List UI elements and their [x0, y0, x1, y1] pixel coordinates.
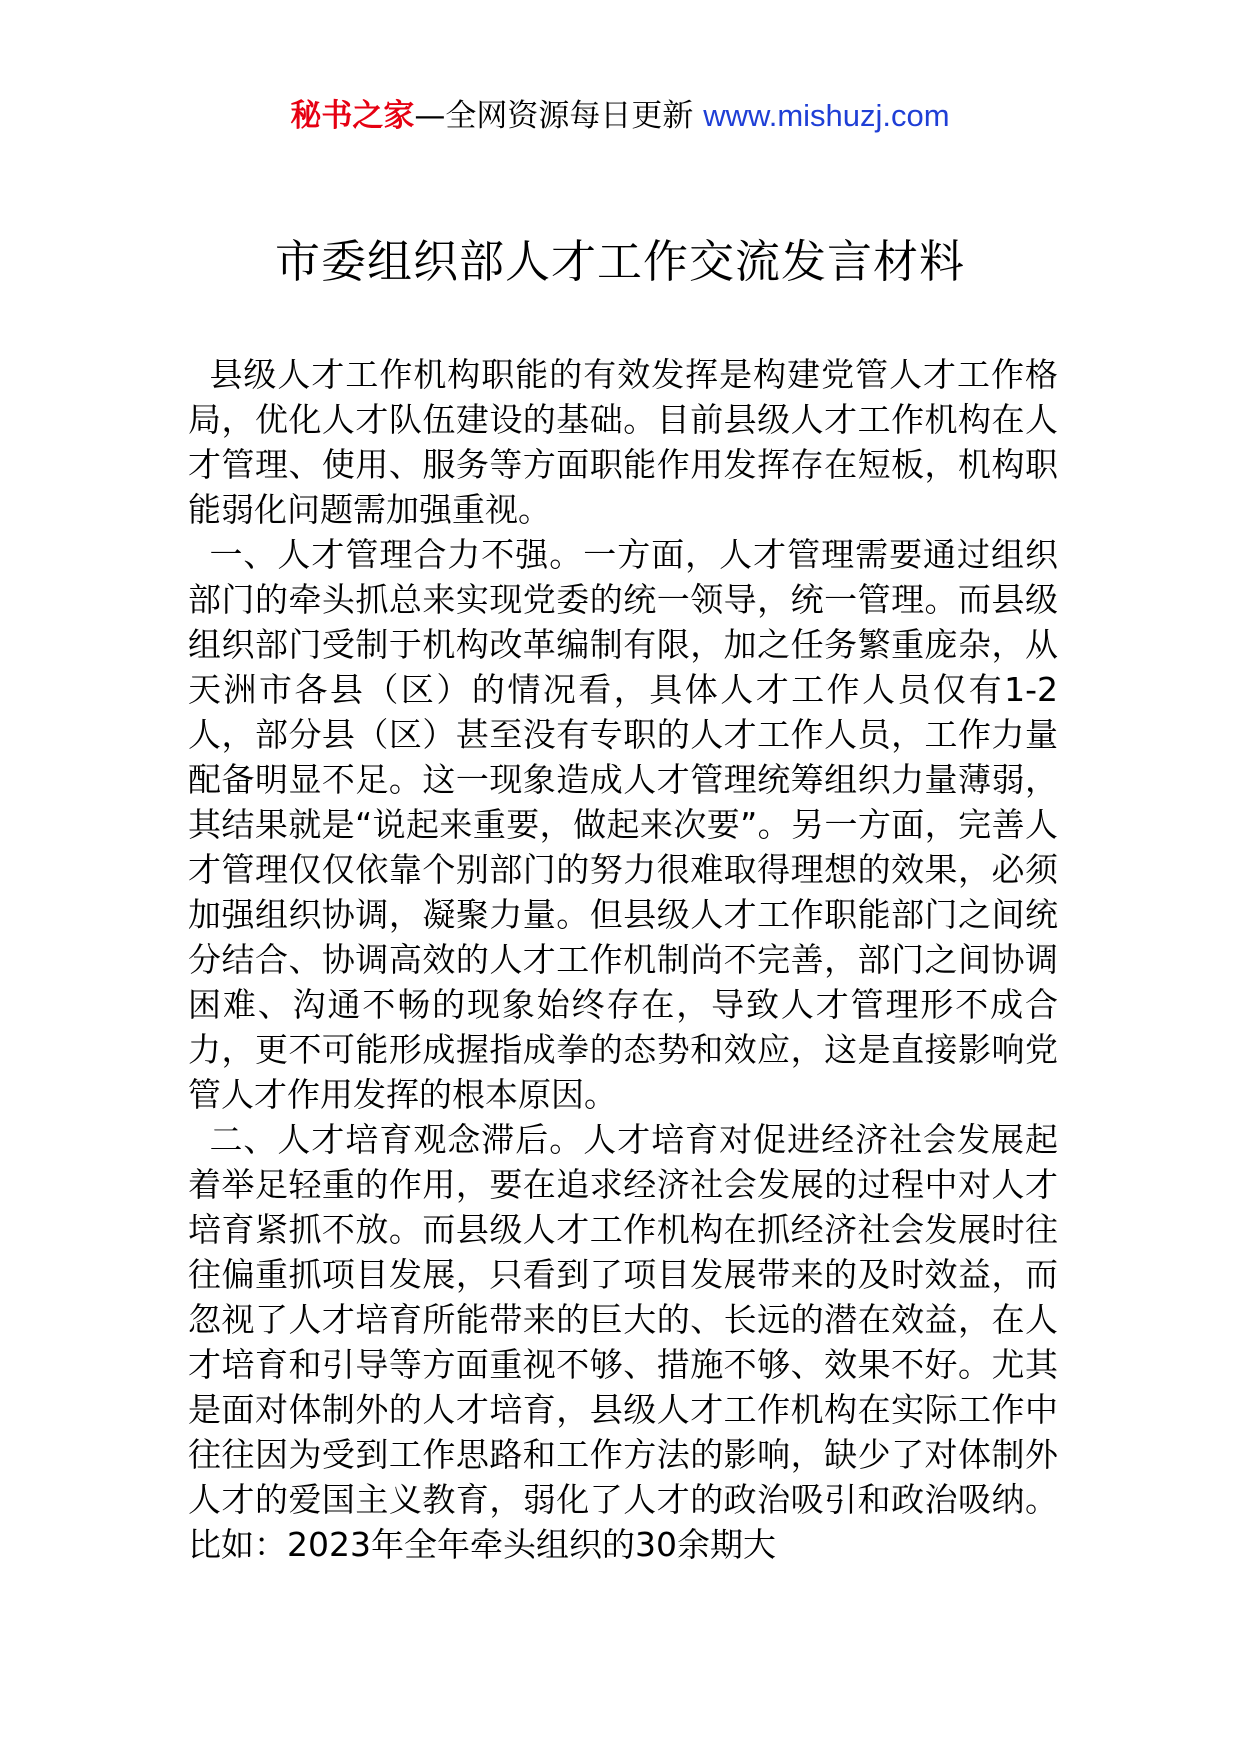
body-paragraph-section-1: 一、人才管理合力不强。一方面，人才管理需要通过组织部门的牵头抓总来实现党委的统一领导，统一管理。而县级组织部门受制于机构改革编制有限，加之任务繁重庞杂，从天洲市各县（区）的情况看，具体人才工作人员仅有1-2人，部分县（区）甚至没有专职的人才工作人员，工作力量配备明显不足。这一现象造成人才管理统筹组织力量薄弱，其结果就是“说起来重要，做起来次要”。另一方面，完善人才管理仅仅依靠个别部门的努力很难取得理想的效果，必须加强组织协调，凝聚力量。但县级人才工作职能部门之间统分结合、协调高效的人才工作机制尚不完善，部门之间协调困难、沟通不畅的现象始终存在，导致人才管理形不成合力，更不可能形成握指成拳的态势和效应，这是直接影响党管人才作用发挥的根本原因。 — [188, 535, 1058, 1114]
site-tagline: —全网资源每日更新 — [414, 98, 704, 134]
body-paragraph-intro: 县级人才工作机构职能的有效发挥是构建党管人才工作格局，优化人才队伍建设的基础。目前县级人才工作机构在人才管理、使用、服务等方面职能作用发挥存在短板，机构职能弱化问题需加强重视。 — [188, 355, 1058, 529]
site-header-banner — [0, 96, 1240, 136]
site-url-link[interactable]: www.mishuzj.com — [703, 98, 950, 133]
document-title: 市委组织部人才工作交流发言材料 — [274, 235, 965, 288]
site-brand-name: 秘书之家 — [290, 98, 415, 134]
document-body — [188, 352, 1058, 1567]
body-paragraph-section-2: 二、人才培育观念滞后。人才培育对促进经济社会发展起着举足轻重的作用，要在追求经济社会发展的过程中对人才培育紧抓不放。而县级人才工作机构在抓经济社会发展时往往偏重抓项目发展，只看到了项目发展带来的及时效益，而忽视了人才培育所能带来的巨大的、长远的潜在效益，在人才培育和引导等方面重视不够、措施不够、效果不好。尤其是面对体制外的人才培育，县级人才工作机构在实际工作中往往因为受到工作思路和工作方法的影响，缺少了对体制外人才的爱国主义教育，弱化了人才的政治吸引和政治吸纳。比如：2023年全年牵头组织的30余期大 — [188, 1120, 1058, 1564]
